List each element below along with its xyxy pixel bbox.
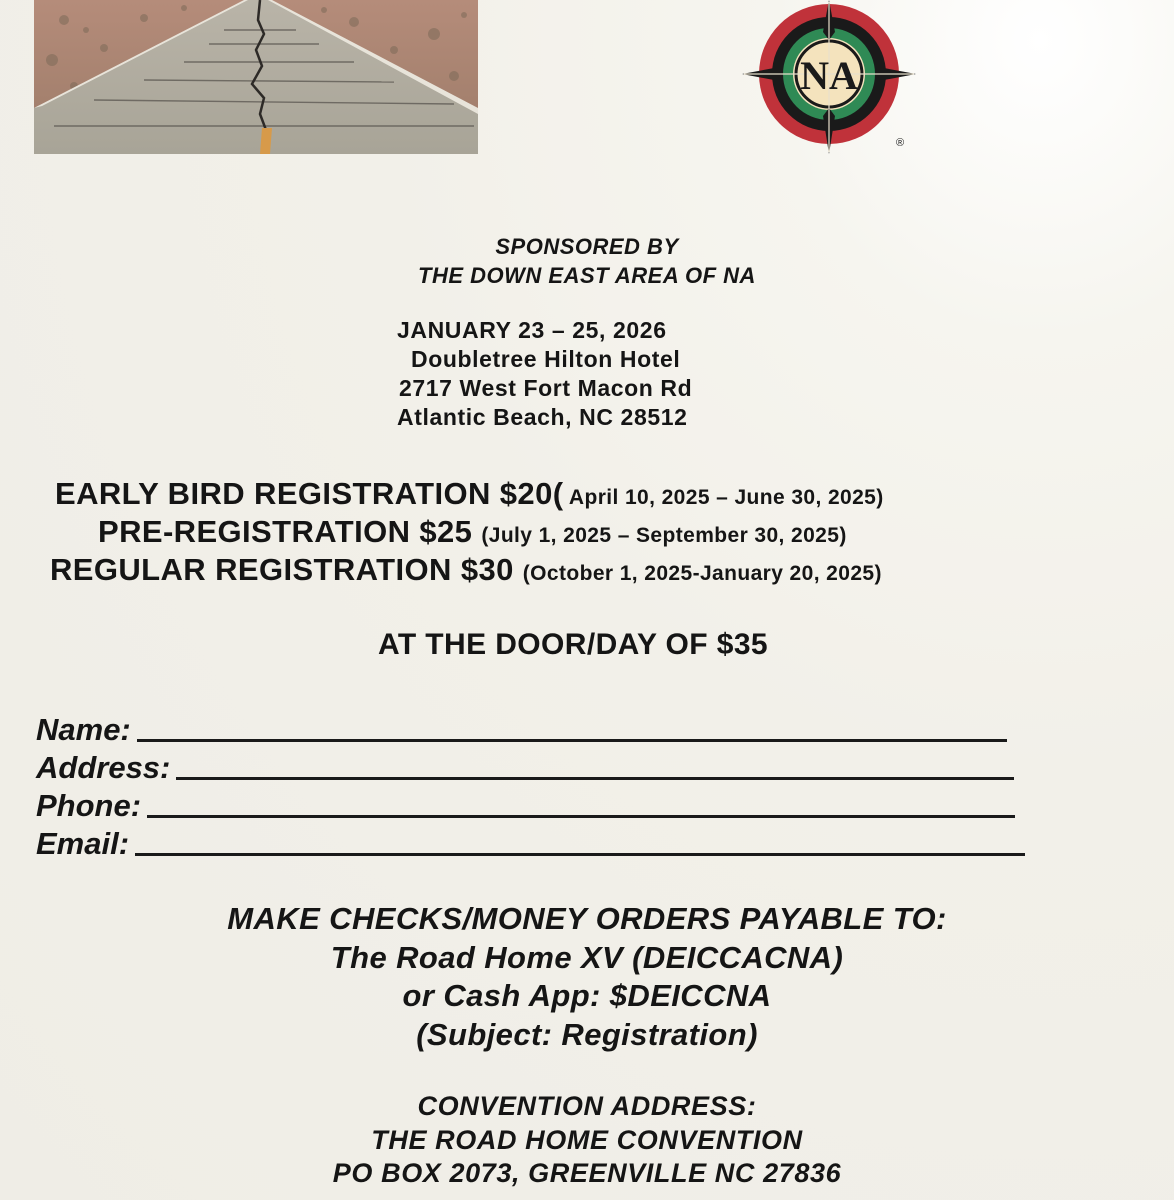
payment-line-2: The Road Home XV (DEICCACNA) bbox=[330, 939, 844, 975]
road-photo bbox=[34, 0, 478, 154]
registration-regular bbox=[50, 552, 882, 588]
svg-text:®: ® bbox=[895, 137, 905, 149]
registration-dates: April 10, 2025 – June 30, 2025) bbox=[563, 486, 884, 509]
phone-line[interactable] bbox=[147, 815, 1015, 818]
event-details bbox=[397, 316, 692, 432]
registration-label: PRE-REGISTRATION $25 bbox=[98, 514, 482, 549]
svg-text:NA: NA bbox=[800, 53, 858, 98]
registration-label: EARLY BIRD REGISTRATION $20( bbox=[55, 476, 564, 511]
event-dates: JANUARY 23 – 25, 2026 bbox=[397, 317, 667, 343]
name-line[interactable] bbox=[137, 739, 1007, 742]
address-label: Address: bbox=[36, 750, 171, 785]
event-venue: Doubletree Hilton Hotel bbox=[411, 346, 681, 372]
event-street: 2717 West Fort Macon Rd bbox=[399, 375, 693, 401]
convention-line-3: PO BOX 2073, GREENVILLE NC 27836 bbox=[332, 1158, 842, 1188]
door-price: AT THE DOOR/DAY OF $35 bbox=[378, 628, 768, 661]
registration-dates: (October 1, 2025-January 20, 2025) bbox=[522, 562, 882, 585]
sponsor-line-2: THE DOWN EAST AREA OF NA bbox=[418, 263, 756, 288]
convention-line-2: THE ROAD HOME CONVENTION bbox=[371, 1124, 803, 1155]
convention-line-1: CONVENTION ADDRESS: bbox=[417, 1091, 757, 1121]
name-field[interactable] bbox=[36, 710, 1007, 746]
email-line[interactable] bbox=[135, 853, 1025, 856]
email-field[interactable] bbox=[36, 824, 1025, 860]
payment-line-4: (Subject: Registration) bbox=[416, 1016, 758, 1052]
phone-field[interactable] bbox=[36, 786, 1015, 822]
event-city: Atlantic Beach, NC 28512 bbox=[397, 404, 688, 430]
email-label: Email: bbox=[36, 826, 130, 861]
sponsor-line-1: SPONSORED BY bbox=[495, 234, 679, 259]
name-label: Name: bbox=[36, 712, 131, 747]
registration-dates: (July 1, 2025 – September 30, 2025) bbox=[481, 524, 847, 547]
registration-pre bbox=[98, 514, 847, 550]
phone-label: Phone: bbox=[36, 788, 142, 823]
address-field[interactable] bbox=[36, 748, 1014, 784]
registration-label: REGULAR REGISTRATION $30 bbox=[50, 552, 523, 587]
payment-line-1: MAKE CHECKS/MONEY ORDERS PAYABLE TO: bbox=[227, 901, 947, 936]
payment-block bbox=[0, 900, 1174, 1054]
registration-early-bird bbox=[55, 476, 884, 512]
convention-address bbox=[0, 1090, 1174, 1191]
address-line[interactable] bbox=[176, 777, 1014, 780]
na-logo-icon bbox=[740, 0, 918, 156]
payment-line-3: or Cash App: $DEICCNA bbox=[402, 978, 772, 1013]
sponsor-block bbox=[0, 232, 1174, 290]
